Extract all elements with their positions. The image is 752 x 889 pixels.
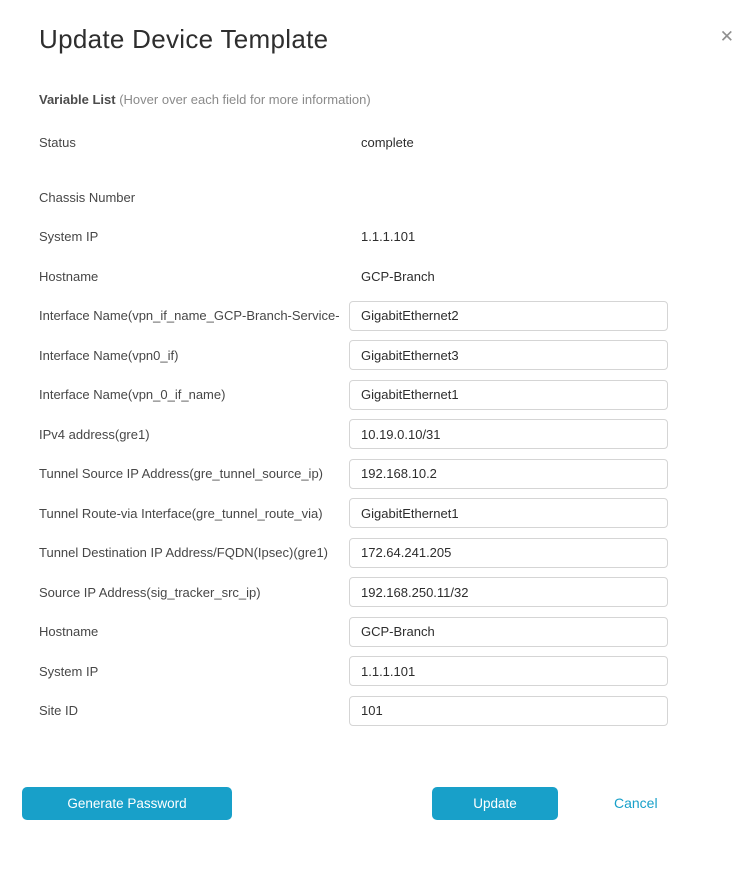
interface-name-vpn0-if-row xyxy=(0,336,752,376)
ipv4-address-gre1-input[interactable] xyxy=(349,419,668,449)
tunnel-destination-ip-label: Tunnel Destination IP Address/FQDN(Ipsec)(gre1) xyxy=(39,545,329,561)
chassis-number-row xyxy=(0,178,752,218)
site-id-input[interactable] xyxy=(349,696,668,726)
update-button[interactable]: Update xyxy=(432,787,558,820)
ipv4-address-gre1-row xyxy=(0,415,752,455)
hostname-value: GCP-Branch xyxy=(361,268,435,284)
interface-name-vpn-0-if-name-row xyxy=(0,375,752,415)
system-ip-value: 1.1.1.101 xyxy=(361,229,416,245)
interface-name-service-input[interactable] xyxy=(349,301,668,331)
tunnel-source-ip-label: Tunnel Source IP Address(gre_tunnel_source_ip) xyxy=(39,466,324,482)
hostname-label: Hostname xyxy=(39,268,99,284)
tunnel-destination-ip-row xyxy=(0,533,752,573)
cancel-link[interactable]: Cancel xyxy=(614,795,658,811)
site-id-label: Site ID xyxy=(39,703,79,719)
system-ip-row xyxy=(0,217,752,257)
interface-name-service-label: Interface Name(vpn_if_name_GCP-Branch-Service- xyxy=(39,308,340,324)
status-value: complete xyxy=(361,135,414,151)
tunnel-route-via-input[interactable] xyxy=(349,498,668,528)
hostname-input[interactable] xyxy=(349,617,668,647)
system-ip-label: System IP xyxy=(39,229,99,245)
tunnel-route-via-row xyxy=(0,494,752,534)
close-icon[interactable]: ✕ xyxy=(719,27,734,46)
chassis-number-label: Chassis Number xyxy=(39,189,136,205)
interface-name-vpn0-if-input[interactable] xyxy=(349,340,668,370)
page-title: Update Device Template xyxy=(39,24,329,54)
variable-list-hint: (Hover over each field for more information) xyxy=(119,92,371,107)
footer-actions xyxy=(0,787,752,820)
tunnel-source-ip-row xyxy=(0,454,752,494)
tunnel-route-via-label: Tunnel Route-via Interface(gre_tunnel_route_via) xyxy=(39,505,323,521)
site-id-row xyxy=(0,691,752,731)
interface-name-service-row xyxy=(0,296,752,336)
hostname-input-label: Hostname xyxy=(39,624,99,640)
status-row xyxy=(0,123,752,163)
variable-list-rows xyxy=(0,123,752,731)
interface-name-vpn-0-if-name-input[interactable] xyxy=(349,380,668,410)
tunnel-source-ip-input[interactable] xyxy=(349,459,668,489)
hostname-row xyxy=(0,257,752,297)
row-spacer xyxy=(0,163,752,178)
system-ip-input[interactable] xyxy=(349,656,668,686)
system-ip-input-row xyxy=(0,652,752,692)
source-ip-tracker-row xyxy=(0,573,752,613)
generate-password-button[interactable]: Generate Password xyxy=(22,787,232,820)
source-ip-tracker-input[interactable] xyxy=(349,577,668,607)
variable-list-heading: Variable List xyxy=(39,92,116,107)
interface-name-vpn0-if-label: Interface Name(vpn0_if) xyxy=(39,347,179,363)
tunnel-destination-ip-input[interactable] xyxy=(349,538,668,568)
ipv4-address-gre1-label: IPv4 address(gre1) xyxy=(39,426,150,442)
source-ip-tracker-label: Source IP Address(sig_tracker_src_ip) xyxy=(39,584,261,600)
status-label: Status xyxy=(39,135,76,151)
system-ip-input-label: System IP xyxy=(39,663,99,679)
interface-name-vpn-0-if-name-label: Interface Name(vpn_0_if_name) xyxy=(39,387,226,403)
variable-list-header xyxy=(39,92,752,107)
hostname-input-row xyxy=(0,612,752,652)
